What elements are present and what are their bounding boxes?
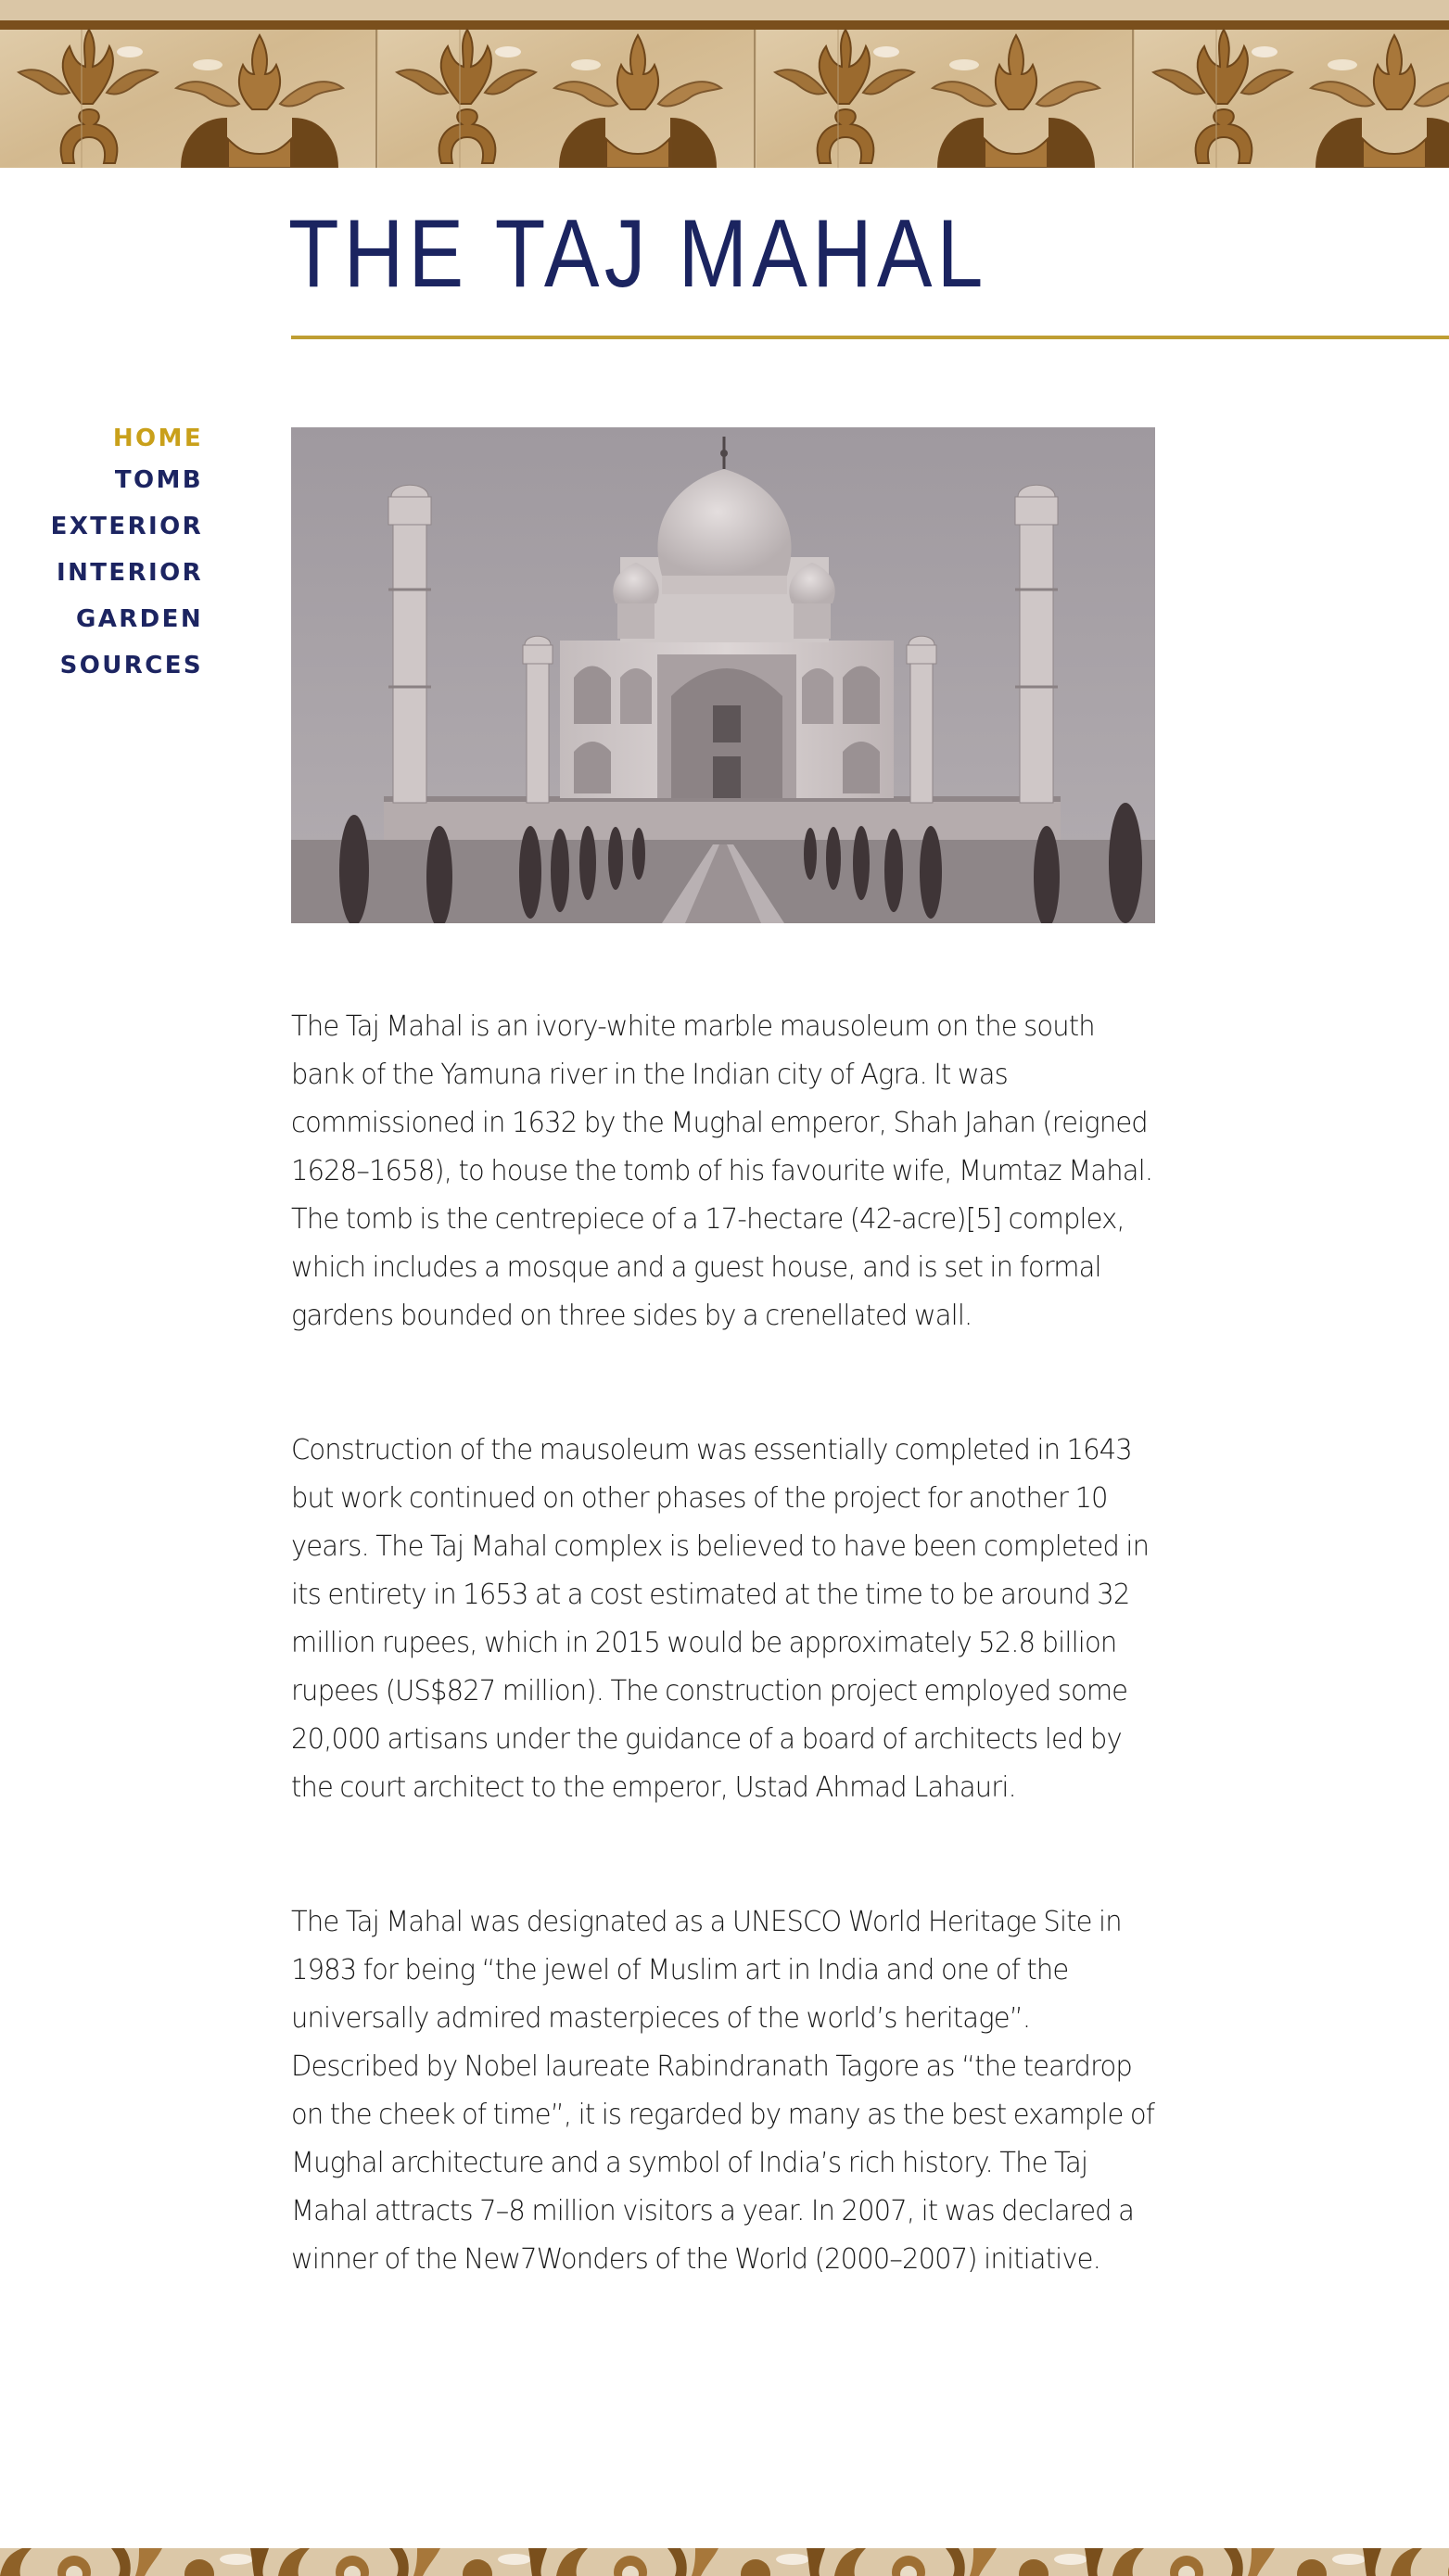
article-paragraph-2: Construction of the mausoleum was essentially completed in 1643 but work continued on other phases of the project for another 10 years. The Taj Mahal complex is believed to have been completed in its entirety in 1653 at a cost estimated at the time to be around 32 million rupees, which in 2015 would be approximately 52.8 billion rupees (US$827 million). The construction project employed some 20,000 artisans under the guidance of a board of architects led by the court architect to the emperor, Ustad Ahmad Lahauri.	[291, 1434, 1150, 1804]
header-banner	[0, 0, 1449, 168]
nav-item-garden[interactable]: GARDEN	[76, 605, 203, 633]
side-nav	[0, 422, 203, 695]
nav-item-tomb[interactable]: TOMB	[114, 466, 203, 494]
article-paragraph-1: The Taj Mahal is an ivory-white marble mausoleum on the south bank of the Yamuna river in the Indian city of Agra. It was commissioned in 1632 by the Mughal emperor, Shah Jahan (reigned 1628–1658), to house the tomb of his favourite wife, Mumtaz Mahal. The tomb is the centrepiece of a 17-hectare (42-acre)[5] complex, which includes a mosque and a guest house, and is set in formal gardens bounded on three sides by a crenellated wall.	[291, 1010, 1153, 1332]
taj-mahal-photo-icon	[291, 427, 1155, 923]
nav-item-sources[interactable]: SOURCES	[59, 652, 203, 679]
footer-banner	[0, 2548, 1449, 2576]
nav-item-interior[interactable]: INTERIOR	[57, 559, 203, 587]
hero-image	[291, 427, 1155, 923]
nav-item-home[interactable]: HOME	[112, 425, 203, 452]
article	[291, 1003, 1163, 2370]
title-divider	[291, 336, 1449, 339]
nav-item-exterior[interactable]: EXTERIOR	[50, 513, 203, 540]
floral-inlay-ornament-icon	[0, 0, 1449, 168]
article-paragraph-3: The Taj Mahal was designated as a UNESCO World Heritage Site in 1983 for being “the jewel of Muslim art in India and one of the universally admired masterpieces of the world’s heritage”. Described by Nobel laureate Rabindranath Tagore as “the teardrop on the cheek of time”, it is regarded by many as the best example of Mughal architecture and a symbol of India’s rich history. The Taj Mahal attracts 7–8 million visitors a year. In 2007, it was declared a winner of the New7Wonders of the World (2000–2007) initiative.	[291, 1906, 1155, 2276]
page-title: THE TAJ MAHAL	[288, 200, 988, 308]
floral-inlay-ornament-icon	[0, 2548, 1449, 2576]
